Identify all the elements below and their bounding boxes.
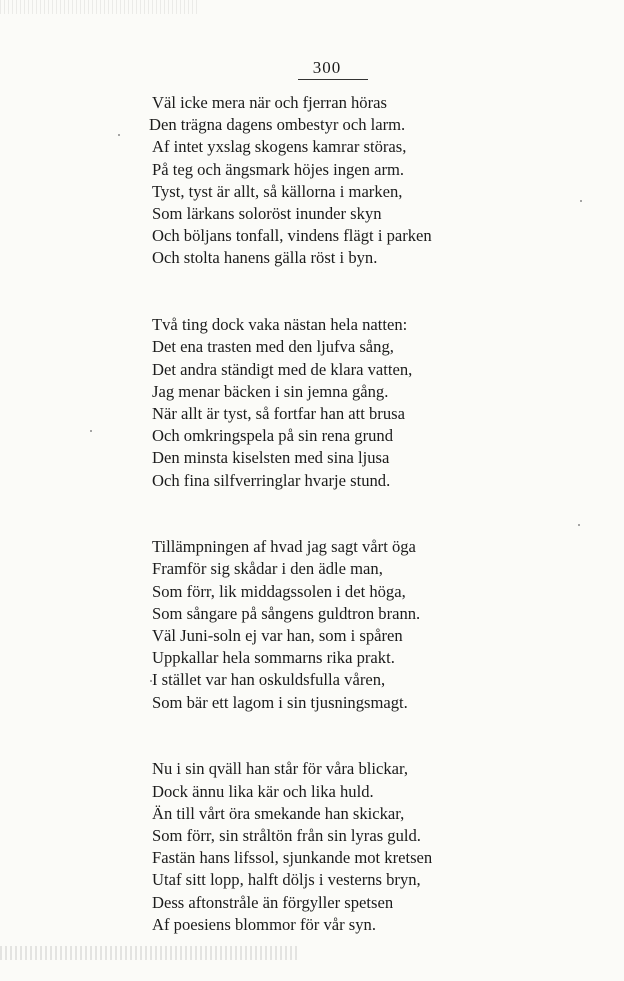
ink-speck — [150, 680, 152, 682]
page-number-rule — [298, 79, 368, 80]
ink-speck — [90, 430, 92, 432]
poem-line: Två ting dock vaka nästan hela natten: — [152, 315, 408, 335]
poem — [149, 92, 612, 981]
poem-line: Och böljans tonfall, vindens flägt i parken — [152, 226, 432, 246]
poem-line: Och fina silfverringlar hvarje stund. — [152, 470, 391, 490]
poem-line: Väl icke mera när och fjerran höras — [152, 93, 387, 112]
scan-noise-bottom — [0, 946, 300, 960]
poem-line: Som förr, lik middagssolen i det höga, — [152, 581, 406, 601]
poem-line: När allt är tyst, så fortfar han att brusa — [152, 403, 405, 423]
stanza-1 — [149, 92, 612, 270]
poem-line: Fastän hans lifssol, sjunkande mot kretsen — [152, 848, 433, 868]
poem-line: Utaf sitt lopp, halft döljs i vesterns bryn, — [152, 870, 421, 890]
poem-line: Uppkallar hela sommarns rika prakt. — [152, 648, 395, 668]
poem-line: Och omkringspela på sin rena grund — [152, 426, 394, 446]
poem-line: Tyst, tyst är allt, så källorna i marken, — [152, 181, 403, 201]
ink-speck — [580, 200, 582, 202]
poem-line: Jag menar bäcken i sin jemna gång. — [152, 381, 389, 401]
poem-line: Och stolta hanens gälla röst i byn. — [152, 248, 378, 268]
stanza-4 — [152, 758, 612, 936]
poem-line: På teg och ängsmark höjes ingen arm. — [152, 159, 405, 179]
poem-line: Af intet yxslag skogens kamrar störas, — [152, 137, 407, 157]
poem-line: Som lärkans soloröst inunder skyn — [152, 204, 382, 224]
ink-speck — [118, 134, 120, 136]
stanza-3 — [152, 536, 612, 714]
poem-line: Den minsta kiselsten med sina ljusa — [152, 448, 390, 468]
poem-line: I stället var han oskuldsfulla våren, — [152, 670, 386, 690]
poem-line: Som förr, sin stråltön från sin lyras guld. — [152, 825, 421, 845]
poem-line: Som sångare på sångens guldtron brann. — [152, 603, 421, 623]
poem-line: Än till vårt öra smekande han skickar, — [152, 803, 405, 823]
poem-line: Den trägna dagens ombestyr och larm. — [149, 115, 406, 135]
poem-line: Nu i sin qväll han står för våra blickar, — [152, 759, 408, 779]
poem-line: Väl Juni-soln ej var han, som i spåren — [152, 626, 403, 646]
scan-noise-top — [0, 0, 200, 14]
ink-speck — [578, 524, 580, 526]
page-number: 300 — [312, 58, 342, 77]
poem-line: Tillämpningen af hvad jag sagt vårt öga — [152, 537, 416, 557]
poem-line: Det ena trasten med den ljufva sång, — [152, 337, 394, 357]
poem-line: Framför sig skådar i den ädle man, — [152, 559, 383, 579]
poem-line: Dess aftonstråle än förgyller spetsen — [152, 892, 394, 912]
poem-line: Af poesiens blommor för vår syn. — [152, 914, 376, 934]
poem-line: Det andra ständigt med de klara vatten, — [152, 359, 413, 379]
poem-line: Dock ännu lika kär och lika huld. — [152, 781, 374, 801]
poem-line: Som bär ett lagom i sin tjusningsmagt. — [152, 692, 408, 712]
stanza-2 — [152, 314, 612, 492]
